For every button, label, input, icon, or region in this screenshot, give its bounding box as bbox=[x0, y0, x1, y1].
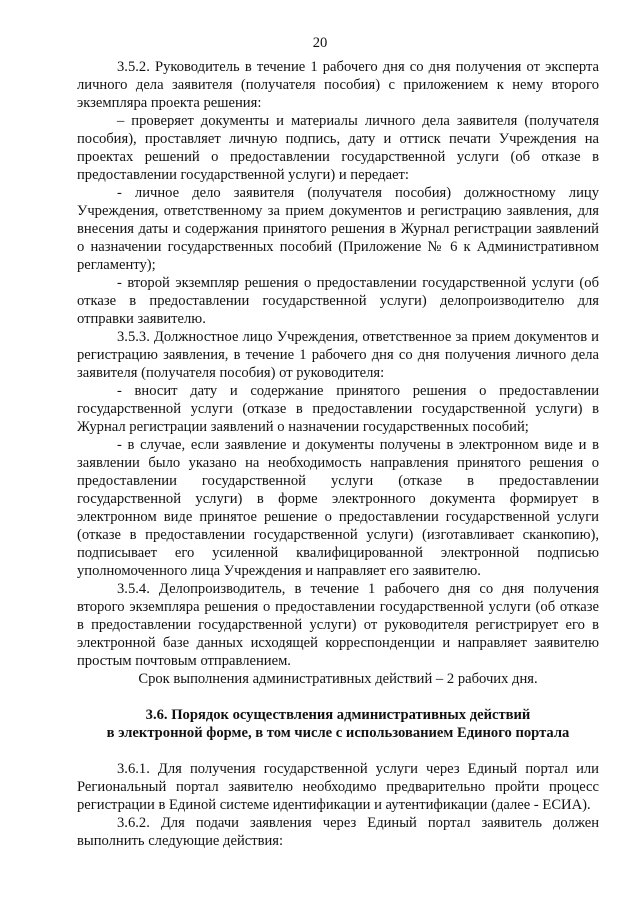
paragraph-enter-date: - вносит дату и содержание принятого решения о предоставлении государственной услуги (отказе в предоставлении государственной услуги) в Журнал регистрации заявлений о назначении государственных пособий; bbox=[77, 383, 599, 435]
section-heading-line1: 3.6. Порядок осуществления административных действий bbox=[145, 707, 531, 723]
paragraph-3-6-2: 3.6.2. Для подачи заявления через Единый портал заявитель должен выполнить следующие действия: bbox=[77, 815, 599, 849]
paragraph-3-5-2: 3.5.2. Руководитель в течение 1 рабочего дня со дня получения от эксперта личного дела заявителя (получателя пособия) с приложением к нему второго экземпляра проекта решения: bbox=[77, 59, 599, 111]
document-body bbox=[77, 58, 599, 850]
paragraph-3-6-1: 3.6.1. Для получения государственной услуги через Единый портал или Региональный портал заявителю необходимо предварительно пройти процесс регистрации в Единой системе идентификации и аутентификации (далее - ЕСИА). bbox=[77, 761, 599, 813]
paragraph-3-5-4: 3.5.4. Делопроизводитель, в течение 1 рабочего дня со дня получения второго экземпляра решения о предоставлении государственной услуги (об отказе в предоставлении государственной услуги) от руководителя регистрирует его в электронной базе данных исходящей корреспонденции и направляет заявителю простым почтовым отправлением. bbox=[77, 581, 599, 669]
paragraph-electronic-case: - в случае, если заявление и документы получены в электронном виде и в заявлении было указано на необходимость направления принятого решения о предоставлении государственной услуги (отказе в предоставлении государственной услуги) в форме электронного документа формирует в электронном виде принятое решение о предоставлении государственной услуги (отказе в предоставлении государственной услуги) (изготавливает сканкопию), подписывает его усиленной квалифицированной электронной подписью уполномоченного лица Учреждения и направляет его заявителю. bbox=[77, 437, 599, 579]
paragraph-3-5-3: 3.5.3. Должностное лицо Учреждения, ответственное за прием документов и регистрацию заявления, в течение 1 рабочего дня со дня получения личного дела заявителя (получателя пособия) от руководителя: bbox=[77, 329, 599, 381]
paragraph-check-documents: – проверяет документы и материалы личного дела заявителя (получателя пособия), проставляет личную подпись, дату и оттиск печати Учреждения на проектах решений о предоставлении государственной услуги (об отказе в предоставлении государственной услуги) и передает: bbox=[77, 113, 599, 183]
deadline-line: Срок выполнения административных действий – 2 рабочих дня. bbox=[138, 671, 538, 687]
paragraph-second-copy: - второй экземпляр решения о предоставлении государственной услуги (об отказе в предоставлении государственной услуги) делопроизводителю для отправки заявителю. bbox=[77, 275, 599, 327]
page-number: 20 bbox=[312, 35, 328, 51]
section-heading-line2: в электронной форме, в том числе с использованием Единого портала bbox=[106, 725, 570, 741]
paragraph-personal-file: - личное дело заявителя (получателя пособия) должностному лицу Учреждения, ответственному за прием документов и регистрацию заявления, для внесения даты и содержания принятого решения в Журнал регистрации заявлений о назначении государственных пособий (Приложение № 6 к Административном регламенту); bbox=[77, 185, 599, 273]
